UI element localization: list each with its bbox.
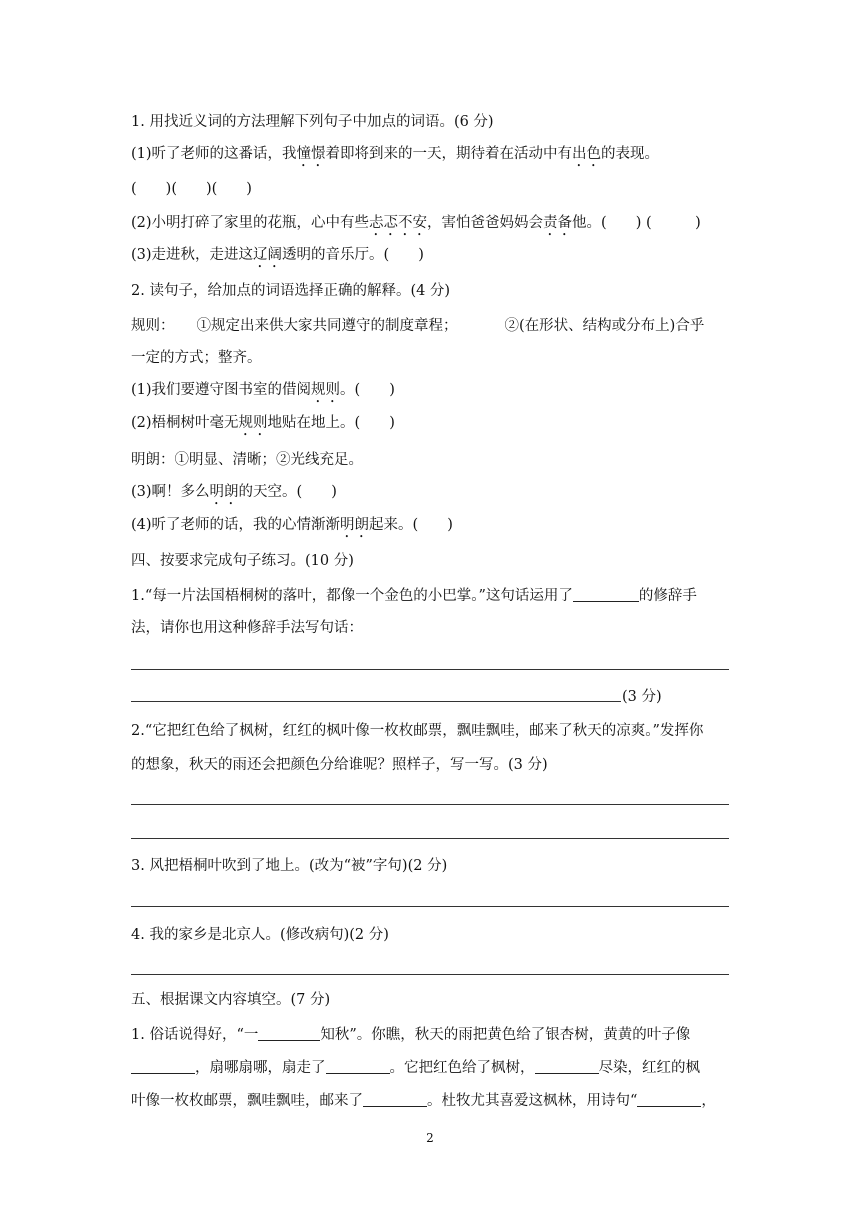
section-5-title: 五、根据课文内容填空。(7 分) [131, 992, 331, 1008]
fill-blank[interactable] [535, 1059, 599, 1074]
answer-line[interactable] [131, 906, 729, 907]
sec4-q4: 4. 我的家乡是北京人。(修改病句)(2 分) [131, 927, 389, 943]
fill-blank[interactable] [363, 1092, 427, 1107]
page-number: 2 [426, 1131, 434, 1145]
fill-blank[interactable] [573, 587, 639, 602]
q1-sentence-1: (1)听了老师的这番话，我憧憬着即将到来的一天，期待着在活动中有出色的表现。 [131, 146, 660, 162]
dotted-word: 责备 [543, 215, 573, 231]
sec4-q1-score: (3 分) [622, 689, 662, 705]
dotted-word: 规则 [238, 415, 268, 431]
fill-blank[interactable] [258, 1026, 320, 1041]
q2-sentence-3: (3)啊！多么明朗的天空。( ) [131, 484, 337, 500]
sec4-q3: 3. 风把梧桐叶吹到了地上。(改为“被”字句)(2 分) [131, 858, 448, 874]
dotted-word: 明朗 [340, 517, 370, 533]
definition-guize-cont: 一定的方式；整齐。 [131, 350, 262, 366]
fill-blank[interactable] [326, 1059, 390, 1074]
answer-line[interactable] [131, 804, 729, 805]
q2-sentence-2: (2)梧桐树叶毫无规则地贴在地上。( ) [131, 415, 395, 431]
dotted-word: 憧憬 [296, 146, 326, 162]
answer-line[interactable] [131, 701, 621, 702]
q2-title: 2. 读句子，给加点的词语选择正确的解释。(4 分) [131, 283, 451, 299]
sec4-q1-line2: 法，请你也用这种修辞手法写句话： [131, 620, 363, 636]
q1-sentence-3: (3)走进秋，走进这辽阔透明的音乐厅。( ) [131, 247, 424, 263]
definition-minglang: 明朗：①明显、清晰；②光线充足。 [131, 452, 363, 468]
sec4-q2-line2: 的想象，秋天的雨还会把颜色分给谁呢？照样子，写一写。(3 分) [131, 757, 548, 773]
answer-line[interactable] [131, 974, 729, 975]
sec4-q2-line1: 2.“它把红色给了枫树，红红的枫叶像一枚枚邮票，飘哇飘哇，邮来了秋天的凉爽。”发挥你 [131, 723, 704, 739]
section-4-title: 四、按要求完成句子练习。(10 分) [131, 553, 354, 569]
q1-answer-blanks: ( )( )( ) [131, 181, 252, 197]
dotted-word: 出色 [572, 146, 602, 162]
dotted-word: 规则 [311, 382, 341, 398]
dotted-word: 辽阔 [253, 247, 283, 263]
sec5-line2: ，扇哪扇哪，扇走了 。它把红色给了枫树， 尽染，红红的枫 [131, 1058, 700, 1078]
q2-sentence-4: (4)听了老师的话，我的心情渐渐明朗起来。( ) [131, 517, 453, 533]
fill-blank[interactable] [637, 1092, 701, 1107]
fill-blank[interactable] [131, 1059, 195, 1074]
sec4-q1-line1: 1.“每一片法国梧桐树的落叶，都像一个金色的小巴掌。”这句话运用了 的修辞手 [131, 588, 697, 604]
sec5-line3: 叶像一枚枚邮票，飘哇飘哇，邮来了 。杜牧尤其喜爱这枫林，用诗句“ ， [131, 1093, 716, 1109]
q2-sentence-1: (1)我们要遵守图书室的借阅规则。( ) [131, 382, 395, 398]
q1-sentence-2: (2)小明打碎了家里的花瓶，心中有些忐忑不安，害怕爸爸妈妈会责备他。( ) ( ) [131, 215, 701, 231]
sec5-line1: 1. 俗话说得好，“一 知秋”。你瞧，秋天的雨把黄色给了银杏树，黄黄的叶子像 [131, 1027, 691, 1043]
dotted-word: 忐忑不安 [369, 215, 428, 231]
answer-line[interactable] [131, 669, 729, 670]
definition-guize: 规则： ①规定出来供大家共同遵守的制度章程； ②(在形状、结构或分布上)合乎 [131, 318, 705, 334]
answer-line[interactable] [131, 838, 729, 839]
dotted-word: 明朗 [209, 484, 239, 500]
q1-title: 1. 用找近义词的方法理解下列句子中加点的词语。(6 分) [131, 114, 494, 130]
